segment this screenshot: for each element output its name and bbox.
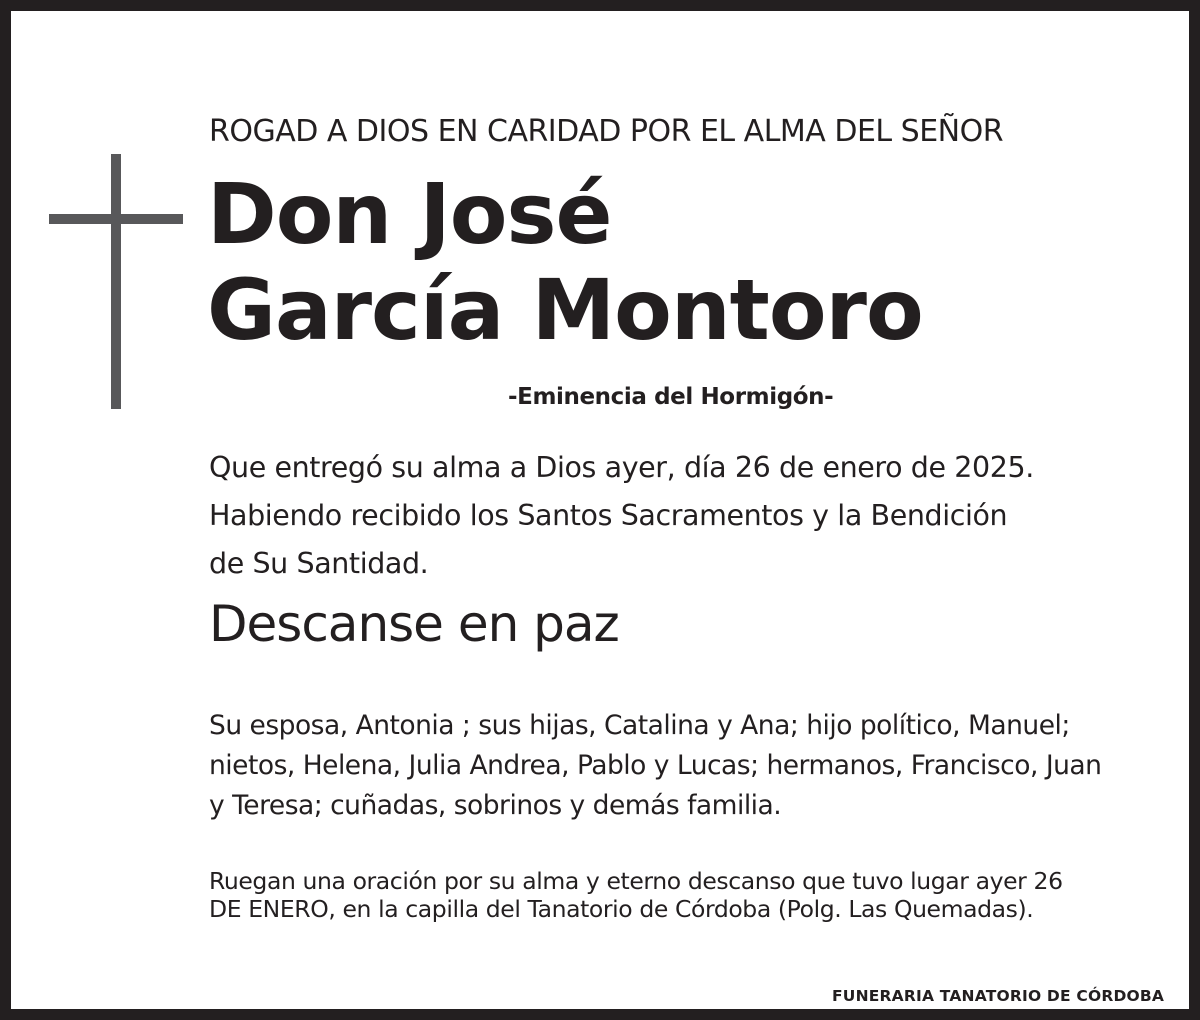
death-line: Que entregó su alma a Dios ayer, día 26 de enero de 2025. (209, 451, 1034, 484)
cross-vertical-bar (111, 154, 121, 409)
cross-horizontal-bar (49, 214, 183, 224)
nickname: -Eminencia del Hormigón- (508, 384, 834, 410)
deceased-name-line-1: Don José (207, 165, 612, 263)
deceased-name-line-2: García Montoro (207, 261, 923, 359)
family-line: nietos, Helena, Julia Andrea, Pablo y Lucas; hermanos, Francisco, Juan (209, 750, 1102, 781)
death-line: de Su Santidad. (209, 547, 429, 580)
prayer-line: DE ENERO, en la capilla del Tanatorio de Córdoba (Polg. Las Quemadas). (209, 895, 1034, 923)
rest-in-peace-heading: Descanse en paz (209, 595, 619, 653)
intro-text: ROGAD A DIOS EN CARIDAD POR EL ALMA DEL SEÑOR (209, 114, 1004, 149)
family-line: Su esposa, Antonia ; sus hijas, Catalina y Ana; hijo político, Manuel; (209, 710, 1070, 741)
prayer-line: Ruegan una oración por su alma y eterno descanso que tuvo lugar ayer 26 (209, 867, 1063, 895)
prayer-request (209, 867, 1063, 923)
family-list (209, 706, 1101, 826)
funeral-home-credit: FUNERARIA TANATORIO DE CÓRDOBA (832, 987, 1165, 1005)
death-announcement (209, 444, 1034, 588)
death-line: Habiendo recibido los Santos Sacramentos y la Bendición (209, 499, 1008, 532)
family-line: y Teresa; cuñadas, sobrinos y demás familia. (209, 790, 782, 821)
